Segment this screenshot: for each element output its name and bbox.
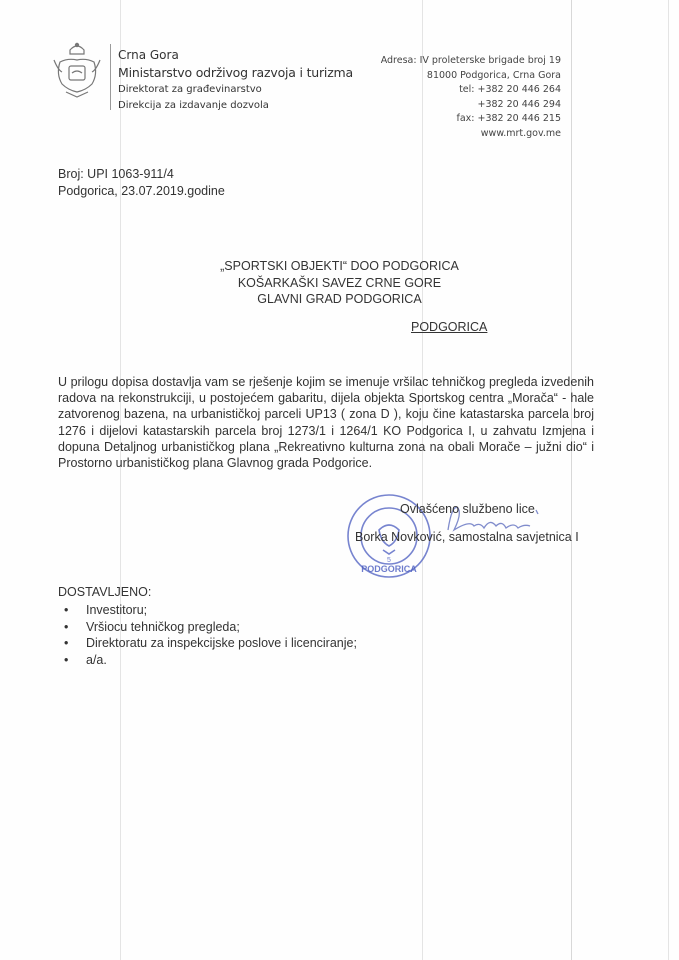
svg-text:PODGORICA: PODGORICA (361, 564, 417, 574)
recipients-block (0, 258, 679, 308)
letterhead (118, 46, 353, 114)
signatory-name: Borka Novković, samostalna savjetnica I (355, 530, 579, 544)
directorate-name: Direktorat za građevinarstvo (118, 84, 262, 95)
signatory-title: Ovlašćeno službeno lice (400, 502, 535, 516)
recipient: KOŠARKAŠKI SAVEZ CRNE GORE (237, 275, 442, 290)
department-name: Direkcija za izdavanje dozvola (118, 100, 269, 111)
list-item: • Vršiocu tehničkog pregleda; (58, 619, 357, 636)
address-line: Adresa: IV proleterske brigade broj 19 (380, 55, 561, 66)
list-item: • a/a. (58, 652, 357, 669)
list-item: • Direktoratu za inspekcijske poslove i licenciranje; (58, 635, 357, 652)
address-city: 81000 Podgorica, Crna Gora (426, 69, 561, 81)
ministry-name: Ministarstvo održivog razvoja i turizma (118, 65, 353, 80)
place-date: Podgorica, 23.07.2019.godine (58, 184, 225, 198)
letterhead-divider (110, 44, 111, 110)
contact-block (381, 54, 561, 142)
recipient: GLAVNI GRAD PODGORICA (257, 292, 422, 306)
reference-block (58, 166, 225, 200)
delivered-list (58, 602, 357, 668)
recipient: „SPORTSKI OBJEKTI“ DOO PODGORICA (220, 259, 459, 273)
letter-body: U prilogu dopisa dostavlja vam se rješenje kojim se imenuje vršilac tehničkog pregleda izvedenih radova na rekonstrukciji, u postojećem gabaritu, dijela objekta Sportskog centra „Morača“ - hale zatvorenog bazena, na urbanističkoj parceli UP13 ( zona D ), koju čine katastarska parcela broj 1276 i dijelovi katastarskih parcela broj 1273/1 i 1264/1 KO Podgorica I, u zahvatu Izmjena i dopuna Detaljnog urbanističkog plana „Rekreativno kulturna zona na obali Morače – južni dio“ i Prostorno urbanističkog plana Glavnog grada Podgorice. (58, 375, 594, 471)
list-item: • Investitoru; (58, 602, 357, 619)
country-name: Crna Gora (118, 48, 179, 62)
coat-of-arms-icon (52, 40, 102, 100)
fax: fax: +382 20 446 215 (456, 113, 561, 125)
phone-2: +382 20 446 294 (477, 98, 561, 110)
document-number: Broj: UPI 1063-911/4 (58, 167, 174, 181)
delivered-heading: DOSTAVLJENO: (58, 585, 152, 599)
phone-1: tel: +382 20 446 264 (459, 84, 561, 96)
svg-text:5: 5 (387, 557, 391, 564)
website: www.mrt.gov.me (480, 127, 561, 139)
recipient-city: PODGORICA (411, 320, 488, 334)
